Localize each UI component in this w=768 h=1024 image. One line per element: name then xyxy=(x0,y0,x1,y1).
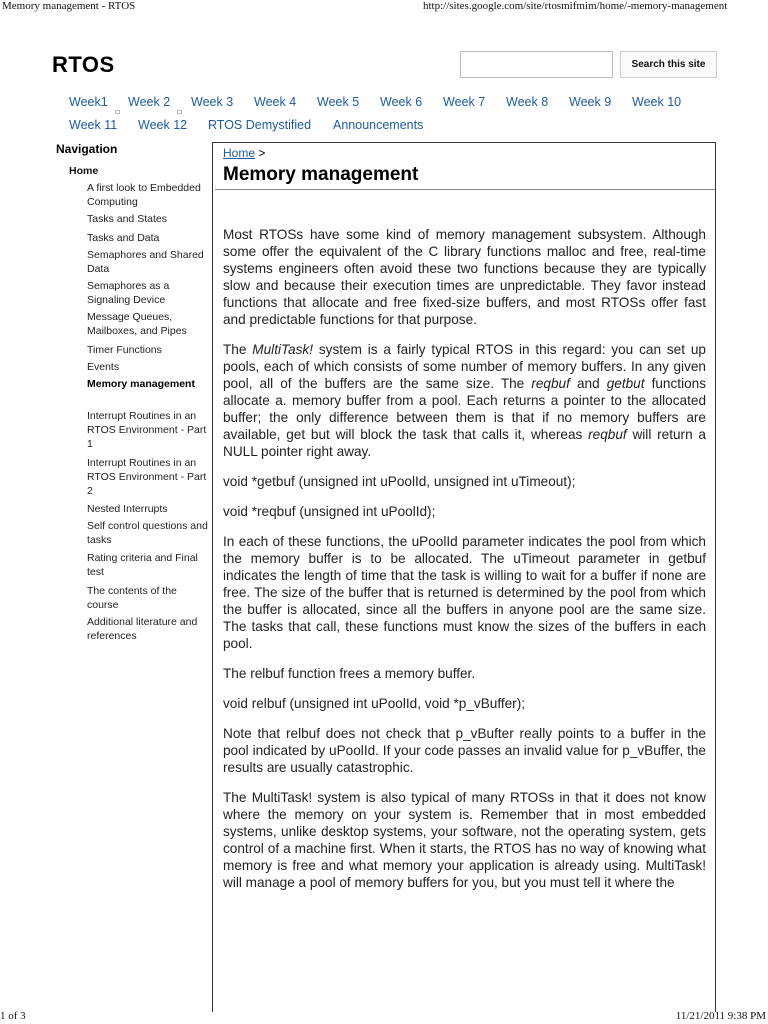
code-getbuf: void *getbuf (unsigned int uPoolId, unsigned int uTimeout); xyxy=(223,474,576,489)
sidebar-item-events[interactable]: Events xyxy=(87,361,120,373)
sidebar-item-literature[interactable]: Additional literature and references xyxy=(87,616,198,642)
print-page-title: Memory management - RTOS xyxy=(2,0,136,12)
print-page-url: http://sites.google.com/site/rtosmifmim/home/-memory-management xyxy=(423,0,728,12)
sidebar-item-nested-interrupts[interactable]: Nested Interrupts xyxy=(87,503,168,515)
topnav-week5[interactable]: Week 5 xyxy=(317,95,360,109)
article-body xyxy=(223,226,706,904)
print-footer xyxy=(0,1010,768,1024)
sidebar-item-timer-functions[interactable]: Timer Functions xyxy=(87,344,162,356)
topnav-rtos-demystified[interactable]: RTOS Demystified xyxy=(208,118,312,132)
sidebar-item-course-contents[interactable]: The contents of the course xyxy=(87,585,177,611)
sidebar-navigation xyxy=(56,142,208,642)
code-reqbuf: void *reqbuf (unsigned int uPoolId); xyxy=(223,504,436,519)
paragraph-relbuf: The relbuf function frees a memory buffer. xyxy=(223,666,476,681)
topnav-week10[interactable]: Week 10 xyxy=(632,95,682,109)
topnav-week1[interactable]: Week1 xyxy=(69,95,108,109)
sidebar-item-interrupt-part1[interactable]: Interrupt Routines in an RTOS Environment - Part 1 xyxy=(87,410,207,450)
topnav-week11[interactable]: Week 11 xyxy=(69,118,118,132)
paragraph-memory-location: The MultiTask! system is also typical of many RTOSs in that it does not know where the memory on your system is. Remember that in most embedded systems, unlike desktop systems, your software, not the operating system, gets control of a machine first. When it starts, the RTOS has no way of knowing what memory is free and what memory your application is already using. MultiTask! will manage a pool of memory buffers for you, but you must tell it where the xyxy=(223,790,706,890)
sidebar-item-interrupt-part2[interactable]: Interrupt Routines in an RTOS Environment - Part 2 xyxy=(87,457,207,497)
title-divider xyxy=(215,189,715,190)
search-input[interactable] xyxy=(460,51,613,78)
print-page-number: 1 of 3 xyxy=(0,1010,26,1022)
sidebar-item-tasks-data[interactable]: Tasks and Data xyxy=(87,232,160,244)
code-relbuf: void relbuf (unsigned int uPoolId, void *p_vBuffer); xyxy=(223,696,526,711)
sidebar-item-semaphores-signaling[interactable]: Semaphores as a Signaling Device xyxy=(87,280,170,306)
paragraph-multitask: The MultiTask! system is a fairly typical RTOS in this regard: you can set up pools, each of which consists of some number of memory buffers. In any given pool, all of the buffers are the same size. The reqbuf and getbut functions allocate a. memory buffer from a pool. Each returns a pointer to the allocated buffer; the only difference between them is that if no memory buffers are available, get but will block the task that calls it, whereas reqbuf will return a NULL pointer right away. xyxy=(223,342,707,459)
breadcrumb xyxy=(223,146,265,160)
dropdown-marker-icon[interactable] xyxy=(177,110,182,114)
topnav-week8[interactable]: Week 8 xyxy=(506,95,549,109)
page-title: Memory management xyxy=(223,164,419,185)
site-title[interactable]: RTOS xyxy=(52,52,115,77)
topnav-week4[interactable]: Week 4 xyxy=(254,95,297,109)
paragraph-note: Note that relbuf does not check that p_vBufter really points to a buffer in the pool indicated by uPoolId. If your code passes an invalid value for p_vBuffer, the results are usually catastrophic. xyxy=(223,726,706,775)
sidebar-item-first-look[interactable]: A first look to Embedded Computing xyxy=(87,182,201,208)
search-button[interactable]: Search this site xyxy=(620,51,717,78)
dropdown-marker-icon[interactable] xyxy=(115,110,120,114)
sidebar-item-rating-criteria[interactable]: Rating criteria and Final test xyxy=(87,552,198,578)
breadcrumb-separator: > xyxy=(258,146,266,160)
print-datetime: 11/21/2011 9:38 PM xyxy=(675,1010,766,1022)
topnav-announcements[interactable]: Announcements xyxy=(333,118,424,132)
sidebar-item-home[interactable]: Home xyxy=(69,165,99,177)
sidebar-item-semaphores-shared[interactable]: Semaphores and Shared Data xyxy=(87,249,204,275)
topnav-week6[interactable]: Week 6 xyxy=(380,95,423,109)
topnav-week7[interactable]: Week 7 xyxy=(443,95,486,109)
paragraph-intro: Most RTOSs have some kind of memory management subsystem. Although some offer the equivalent of the C library functions malloc and free, real-time systems engineers often avoid these two functions because they are typically slow and because their execution times are unpredictable. They favor instead functions that allocate and free fixed-size buffers, and most RTOSs offer fast and predictable functions for that purpose. xyxy=(223,227,706,327)
topnav-week2[interactable]: Week 2 xyxy=(128,95,171,109)
topnav-week3[interactable]: Week 3 xyxy=(191,95,234,109)
print-header xyxy=(0,0,768,14)
sidebar-item-tasks-states[interactable]: Tasks and States xyxy=(87,213,167,225)
breadcrumb-home-link[interactable]: Home xyxy=(223,146,256,160)
paragraph-parameters: In each of these functions, the uPoolId parameter indicates the pool from which the memory buffer is to be allocated. The uTimeout parameter in getbuf indicates the length of time that the task is willing to wait for a buffer if none are free. The size of the buffer that is returned is determined by the pool from which the buffer is allocated, since all the buffers in anyone pool are the same size. The tasks that call, these functions must know the sizes of the buffers in each pool. xyxy=(223,534,706,651)
topnav-week12[interactable]: Week 12 xyxy=(138,118,188,132)
sidebar-heading: Navigation xyxy=(56,142,118,156)
sidebar-item-memory-management[interactable]: Memory management xyxy=(87,378,195,390)
sidebar-item-self-control[interactable]: Self control questions and tasks xyxy=(87,520,208,546)
topnav-week9[interactable]: Week 9 xyxy=(569,95,612,109)
sidebar-item-message-queues[interactable]: Message Queues, Mailboxes, and Pipes xyxy=(87,311,187,337)
